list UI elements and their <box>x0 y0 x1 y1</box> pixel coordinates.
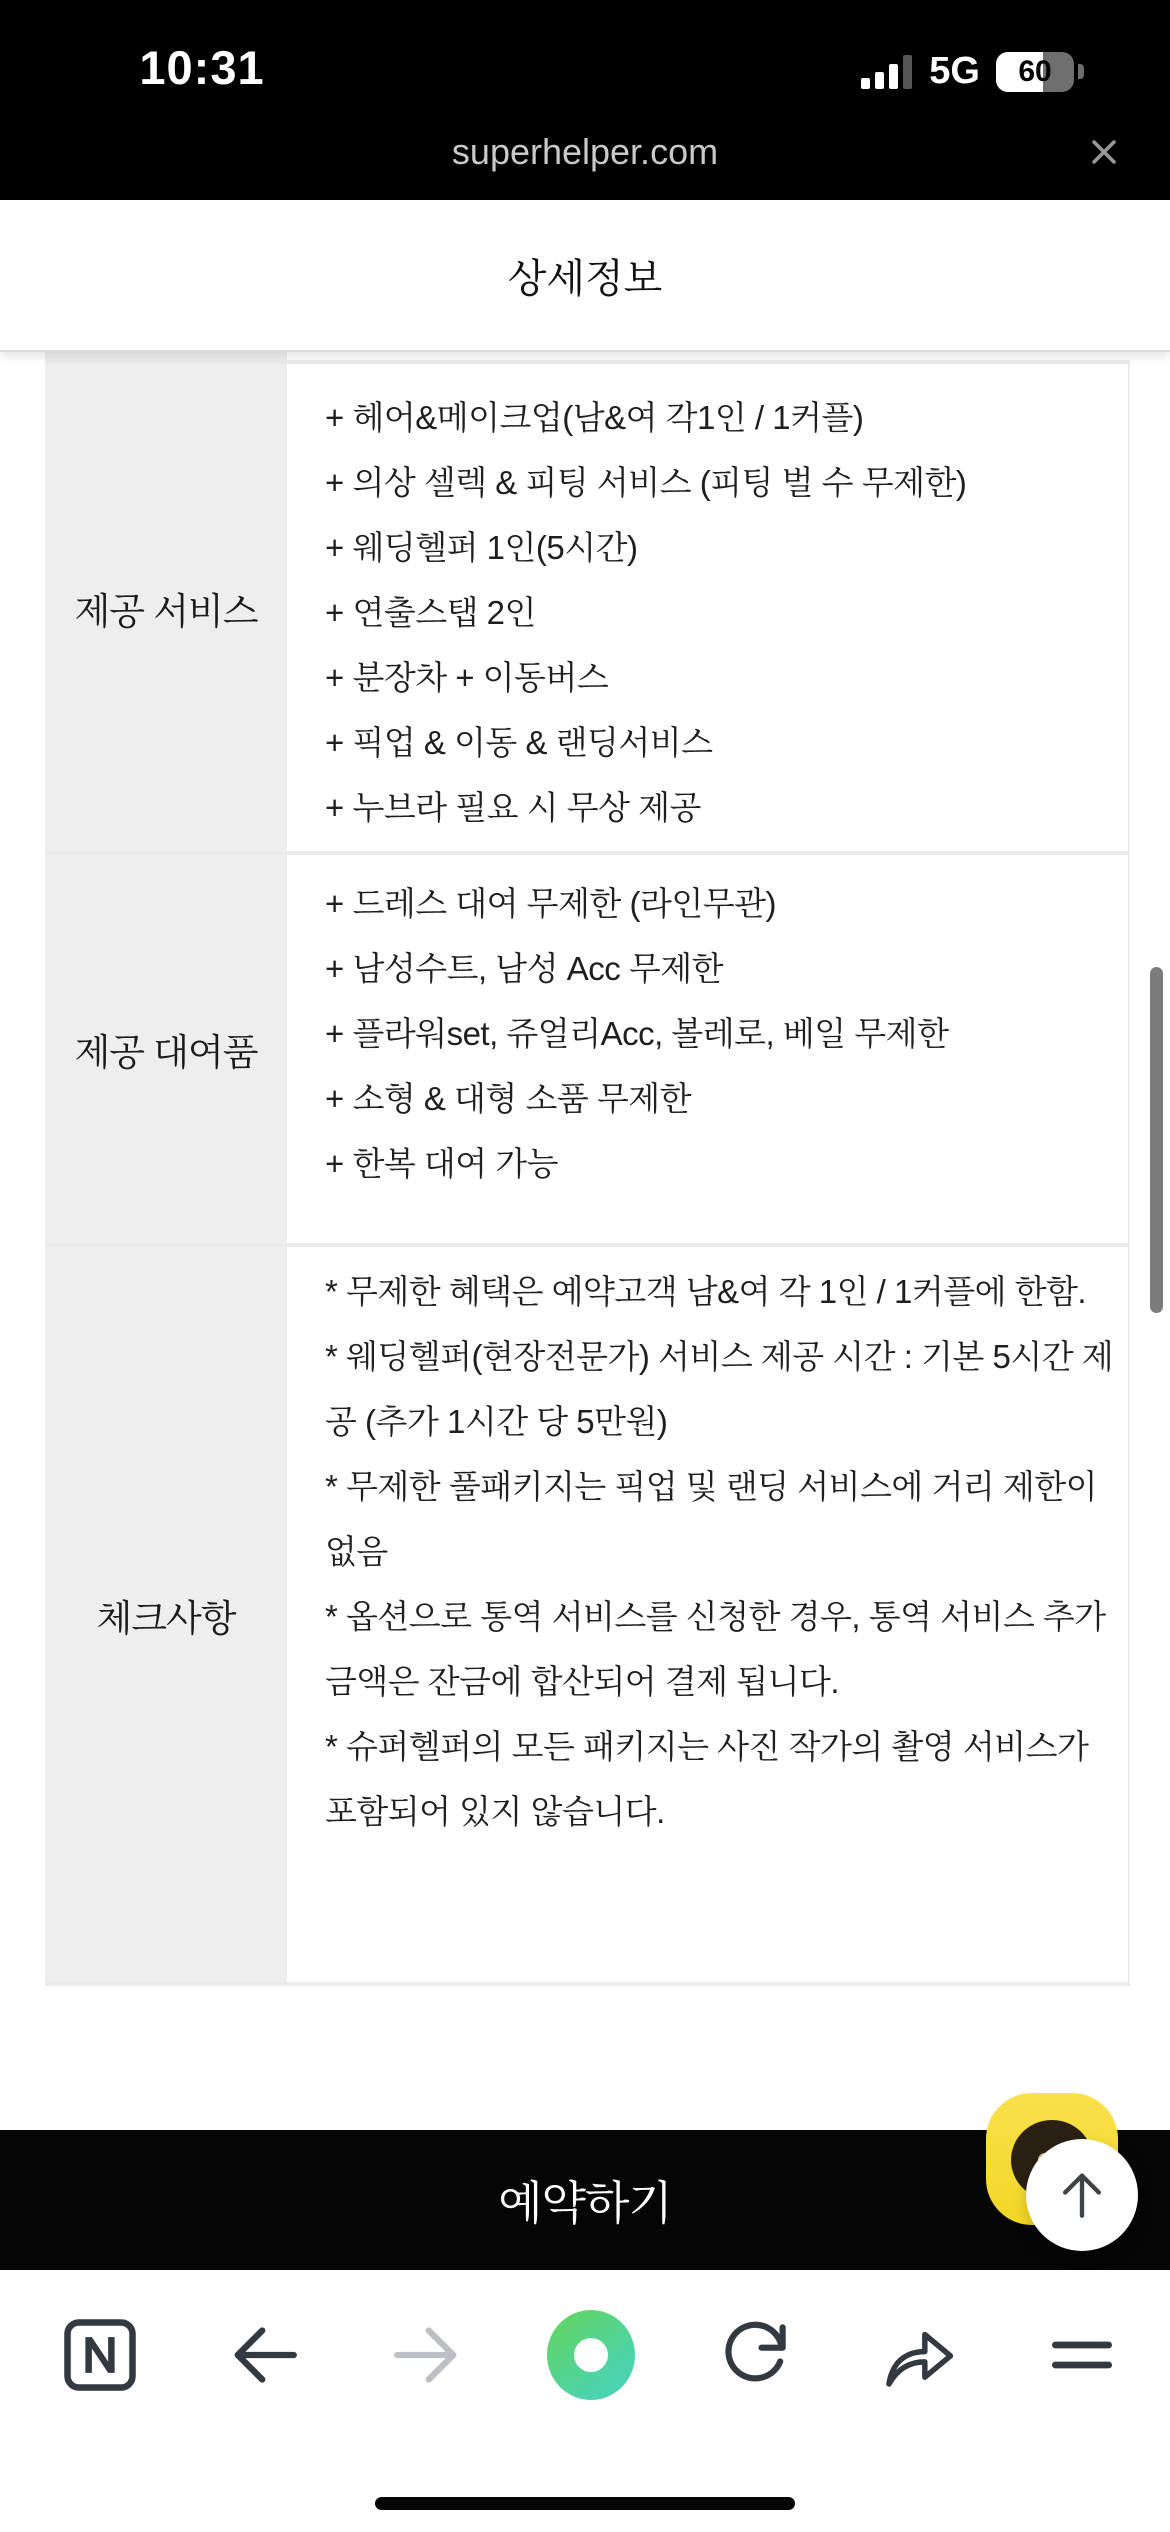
share-icon <box>877 2314 959 2396</box>
naver-app-button[interactable] <box>56 2310 144 2400</box>
scroll-top-button[interactable] <box>1026 2139 1138 2251</box>
check-paragraph: * 옵션으로 통역 서비스를 신청한 경우, 통역 서비스 추가금액은 잔금에 합산되어 결제 됩니다. <box>325 1598 1106 1700</box>
service-item: + 픽업 & 이동 & 랜딩서비스 <box>325 724 713 761</box>
service-item: + 연출스탭 2인 <box>325 594 536 631</box>
row-label: 체크사항 <box>45 1247 287 1982</box>
row-label: 제공 대여품 <box>45 855 287 1243</box>
rentals-cell <box>300 855 1130 1243</box>
table-row-checklist <box>45 1247 1130 1982</box>
table-row-rentals <box>45 855 1130 1247</box>
back-button[interactable] <box>220 2310 308 2400</box>
share-button[interactable] <box>874 2310 962 2400</box>
check-paragraph: * 무제한 혜택은 예약고객 남&여 각 1인 / 1커플에 한함. <box>325 1273 1087 1310</box>
forward-arrow-icon <box>385 2313 469 2397</box>
close-icon[interactable] <box>1082 130 1126 174</box>
up-arrow-icon <box>1051 2164 1113 2226</box>
status-bar <box>0 0 1170 200</box>
battery-percent-label: 60 <box>1018 54 1052 88</box>
check-paragraph: * 무제한 풀패키지는 픽업 및 랜딩 서비스에 거리 제한이 없음 <box>325 1468 1098 1570</box>
table-row-services <box>45 364 1130 855</box>
service-item: + 분장차 + 이동버스 <box>325 659 609 696</box>
service-item: + 누브라 필요 시 무상 제공 <box>325 789 701 826</box>
sheet-content <box>0 352 1170 2130</box>
service-item: + 헤어&메이크업(남&여 각1인 / 1커플) <box>325 399 864 436</box>
clock: 10:31 <box>139 41 265 94</box>
rental-item: + 한복 대여 가능 <box>325 1145 559 1182</box>
browser-url-bar[interactable] <box>0 104 1170 200</box>
back-arrow-icon <box>222 2313 306 2397</box>
menu-icon <box>1042 2315 1122 2395</box>
scrollbar-thumb[interactable] <box>1150 967 1163 1313</box>
column-gap <box>287 855 300 1243</box>
menu-button[interactable] <box>1038 2310 1126 2400</box>
signal-icon <box>861 54 913 90</box>
services-cell <box>300 364 1130 851</box>
forward-button[interactable] <box>383 2310 471 2400</box>
url-label[interactable]: superhelper.com <box>451 131 719 172</box>
detail-info-table <box>45 360 1130 1986</box>
network-type-label: 5G <box>929 50 980 92</box>
status-indicators <box>861 50 1084 93</box>
green-dot-icon <box>547 2310 635 2400</box>
refresh-icon <box>716 2316 794 2394</box>
rental-item: + 소형 & 대형 소품 무제한 <box>325 1080 692 1117</box>
row-label: 제공 서비스 <box>45 364 287 851</box>
naver-home-button[interactable] <box>547 2310 635 2400</box>
battery-indicator <box>996 52 1074 92</box>
rental-item: + 드레스 대여 무제한 (라인무관) <box>325 885 776 922</box>
rental-item: + 남성수트, 남성 Acc 무제한 <box>325 950 724 987</box>
home-indicator[interactable] <box>375 2497 795 2510</box>
green-dot-hole <box>574 2338 608 2372</box>
column-gap <box>287 364 300 851</box>
check-paragraph: * 웨딩헬퍼(현장전문가) 서비스 제공 시간 : 기본 5시간 제공 (추가 1시간 당 5만원) <box>325 1338 1114 1440</box>
battery-nub <box>1078 64 1084 79</box>
sheet-header <box>0 200 1170 352</box>
column-gap <box>287 1247 300 1982</box>
checklist-cell <box>300 1247 1130 1982</box>
booking-cta-label: 예약하기 <box>498 2177 672 2229</box>
table-row-sliver <box>45 352 287 360</box>
page-title: 상세정보 <box>507 256 663 301</box>
check-paragraph: * 슈퍼헬퍼의 모든 패키지는 사진 작가의 촬영 서비스가 포함되어 있지 않습니다. <box>325 1728 1089 1830</box>
service-item: + 의상 셀렉 & 피팅 서비스 (피팅 벌 수 무제한) <box>325 464 967 501</box>
service-item: + 웨딩헬퍼 1인(5시간) <box>325 529 638 566</box>
naver-n-icon <box>61 2314 139 2396</box>
rental-item: + 플라워set, 쥬얼리Acc, 볼레로, 베일 무제한 <box>325 1015 949 1052</box>
refresh-button[interactable] <box>711 2310 799 2400</box>
browser-toolbar <box>0 2270 1170 2532</box>
